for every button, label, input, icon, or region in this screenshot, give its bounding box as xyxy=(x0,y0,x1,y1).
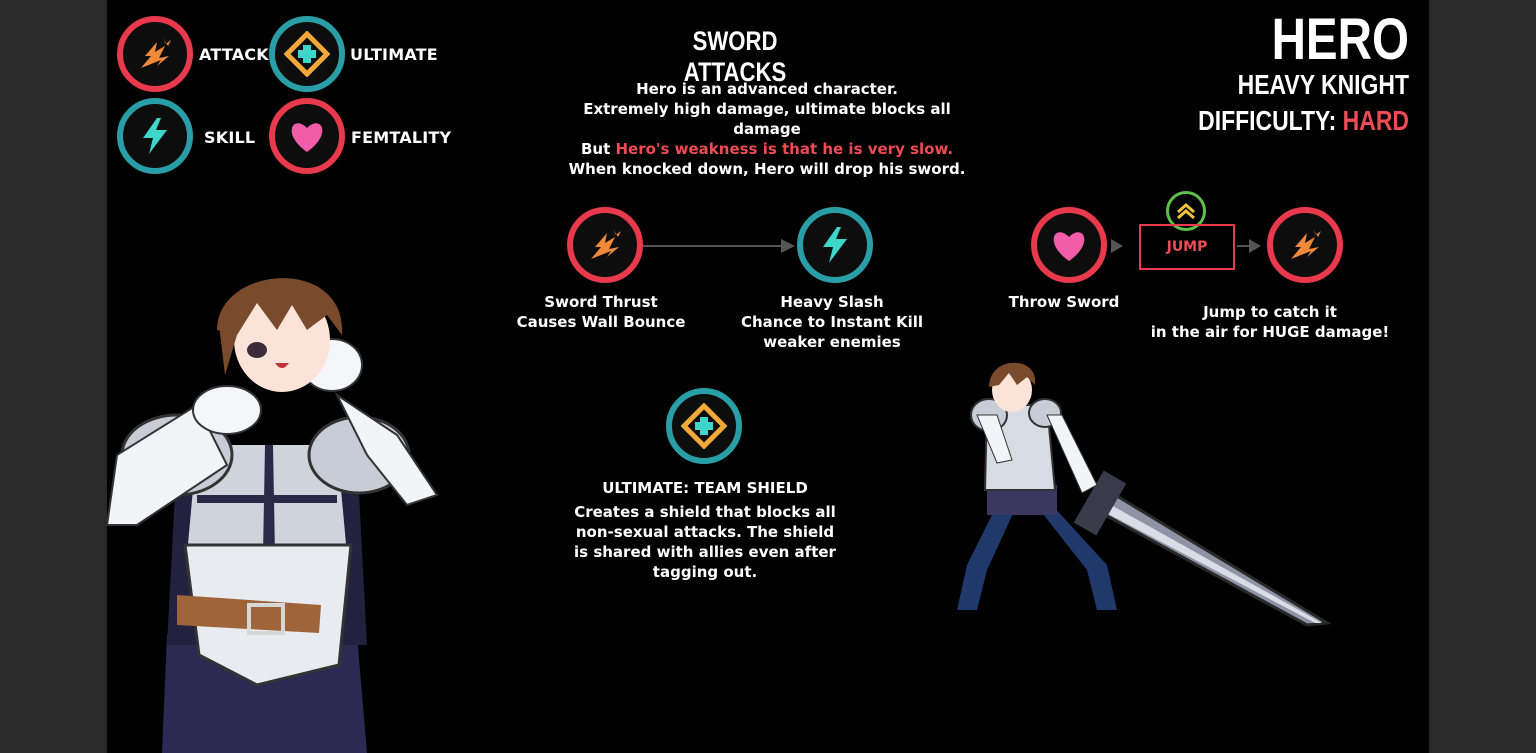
hero-sword-stance-illustration xyxy=(937,355,1337,630)
combo1-step2-title: Heavy Slash xyxy=(780,293,884,311)
ultimate-desc-4: tagging out. xyxy=(652,563,758,581)
jump-box xyxy=(1139,224,1235,270)
desc-weakness-highlight: Hero's weakness is that he is very slow. xyxy=(615,140,954,158)
combo1-step2-desc1: Chance to Instant Kill xyxy=(740,313,924,331)
difficulty-label: DIFFICULTY: xyxy=(1198,105,1337,136)
section-title: SWORD ATTACKS xyxy=(683,26,787,87)
ultimate-title: ULTIMATE: TEAM SHIELD xyxy=(602,479,808,497)
combo1-step2-text xyxy=(727,292,937,352)
ultimate-desc-2: non-sexual attacks. The shield xyxy=(575,523,835,541)
combo2-result-text xyxy=(1147,302,1393,342)
desc-line-4: When knocked down, Hero will drop his sword. xyxy=(568,160,966,178)
desc-line-3 xyxy=(547,139,987,159)
combo2-arrow-head-1 xyxy=(1111,239,1123,253)
legend-ultimate-label: ULTIMATE xyxy=(350,45,438,64)
combo2-result-line2: in the air for HUGE damage! xyxy=(1150,323,1390,341)
hero-name: HERO xyxy=(1271,7,1409,72)
combo2-step1-title: Throw Sword xyxy=(1008,293,1120,311)
ultimate-icon xyxy=(666,388,742,464)
combo1-arrow-line xyxy=(643,245,783,247)
legend-skill-label: SKILL xyxy=(204,128,256,147)
combo1-step1-desc: Causes Wall Bounce xyxy=(516,313,686,331)
hero-portrait-illustration xyxy=(107,255,447,753)
ultimate-desc-1: Creates a shield that blocks all xyxy=(574,503,836,521)
legend-attack-icon xyxy=(117,16,193,92)
combo1-skill-icon xyxy=(797,207,873,283)
legend-ultimate-icon xyxy=(269,16,345,92)
desc-line-2: Extremely high damage, ultimate blocks all damage xyxy=(583,100,951,138)
combo1-arrow-head xyxy=(781,239,795,253)
combo1-step1-text xyxy=(507,292,695,332)
combo2-attack-icon xyxy=(1267,207,1343,283)
difficulty-value: HARD xyxy=(1342,105,1409,136)
combo1-attack-icon xyxy=(567,207,643,283)
legend-femtality-icon xyxy=(269,98,345,174)
legend-femtality-label: FEMTALITY xyxy=(351,128,452,147)
hero-guide-panel xyxy=(107,0,1429,753)
desc-line-3-prefix: But xyxy=(580,140,616,158)
combo2-result-line1: Jump to catch it xyxy=(1203,303,1337,321)
hero-class: HEAVY KNIGHT xyxy=(1237,69,1409,100)
ultimate-desc-3: is shared with allies even after xyxy=(574,543,836,561)
hero-description xyxy=(547,79,987,179)
desc-line-1: Hero is an advanced character. xyxy=(636,80,898,98)
hero-title-block xyxy=(1149,7,1409,138)
combo1-step1-title: Sword Thrust xyxy=(544,293,658,311)
ultimate-description xyxy=(567,502,843,582)
combo2-arrow-head-2 xyxy=(1249,239,1261,253)
difficulty-row xyxy=(1196,104,1409,138)
combo2-femtality-icon xyxy=(1031,207,1107,283)
legend-skill-icon xyxy=(117,98,193,174)
jump-label: JUMP xyxy=(1166,239,1208,255)
combo1-step2-desc2: weaker enemies xyxy=(763,333,901,351)
legend-attack-label: ATTACK xyxy=(199,45,269,64)
